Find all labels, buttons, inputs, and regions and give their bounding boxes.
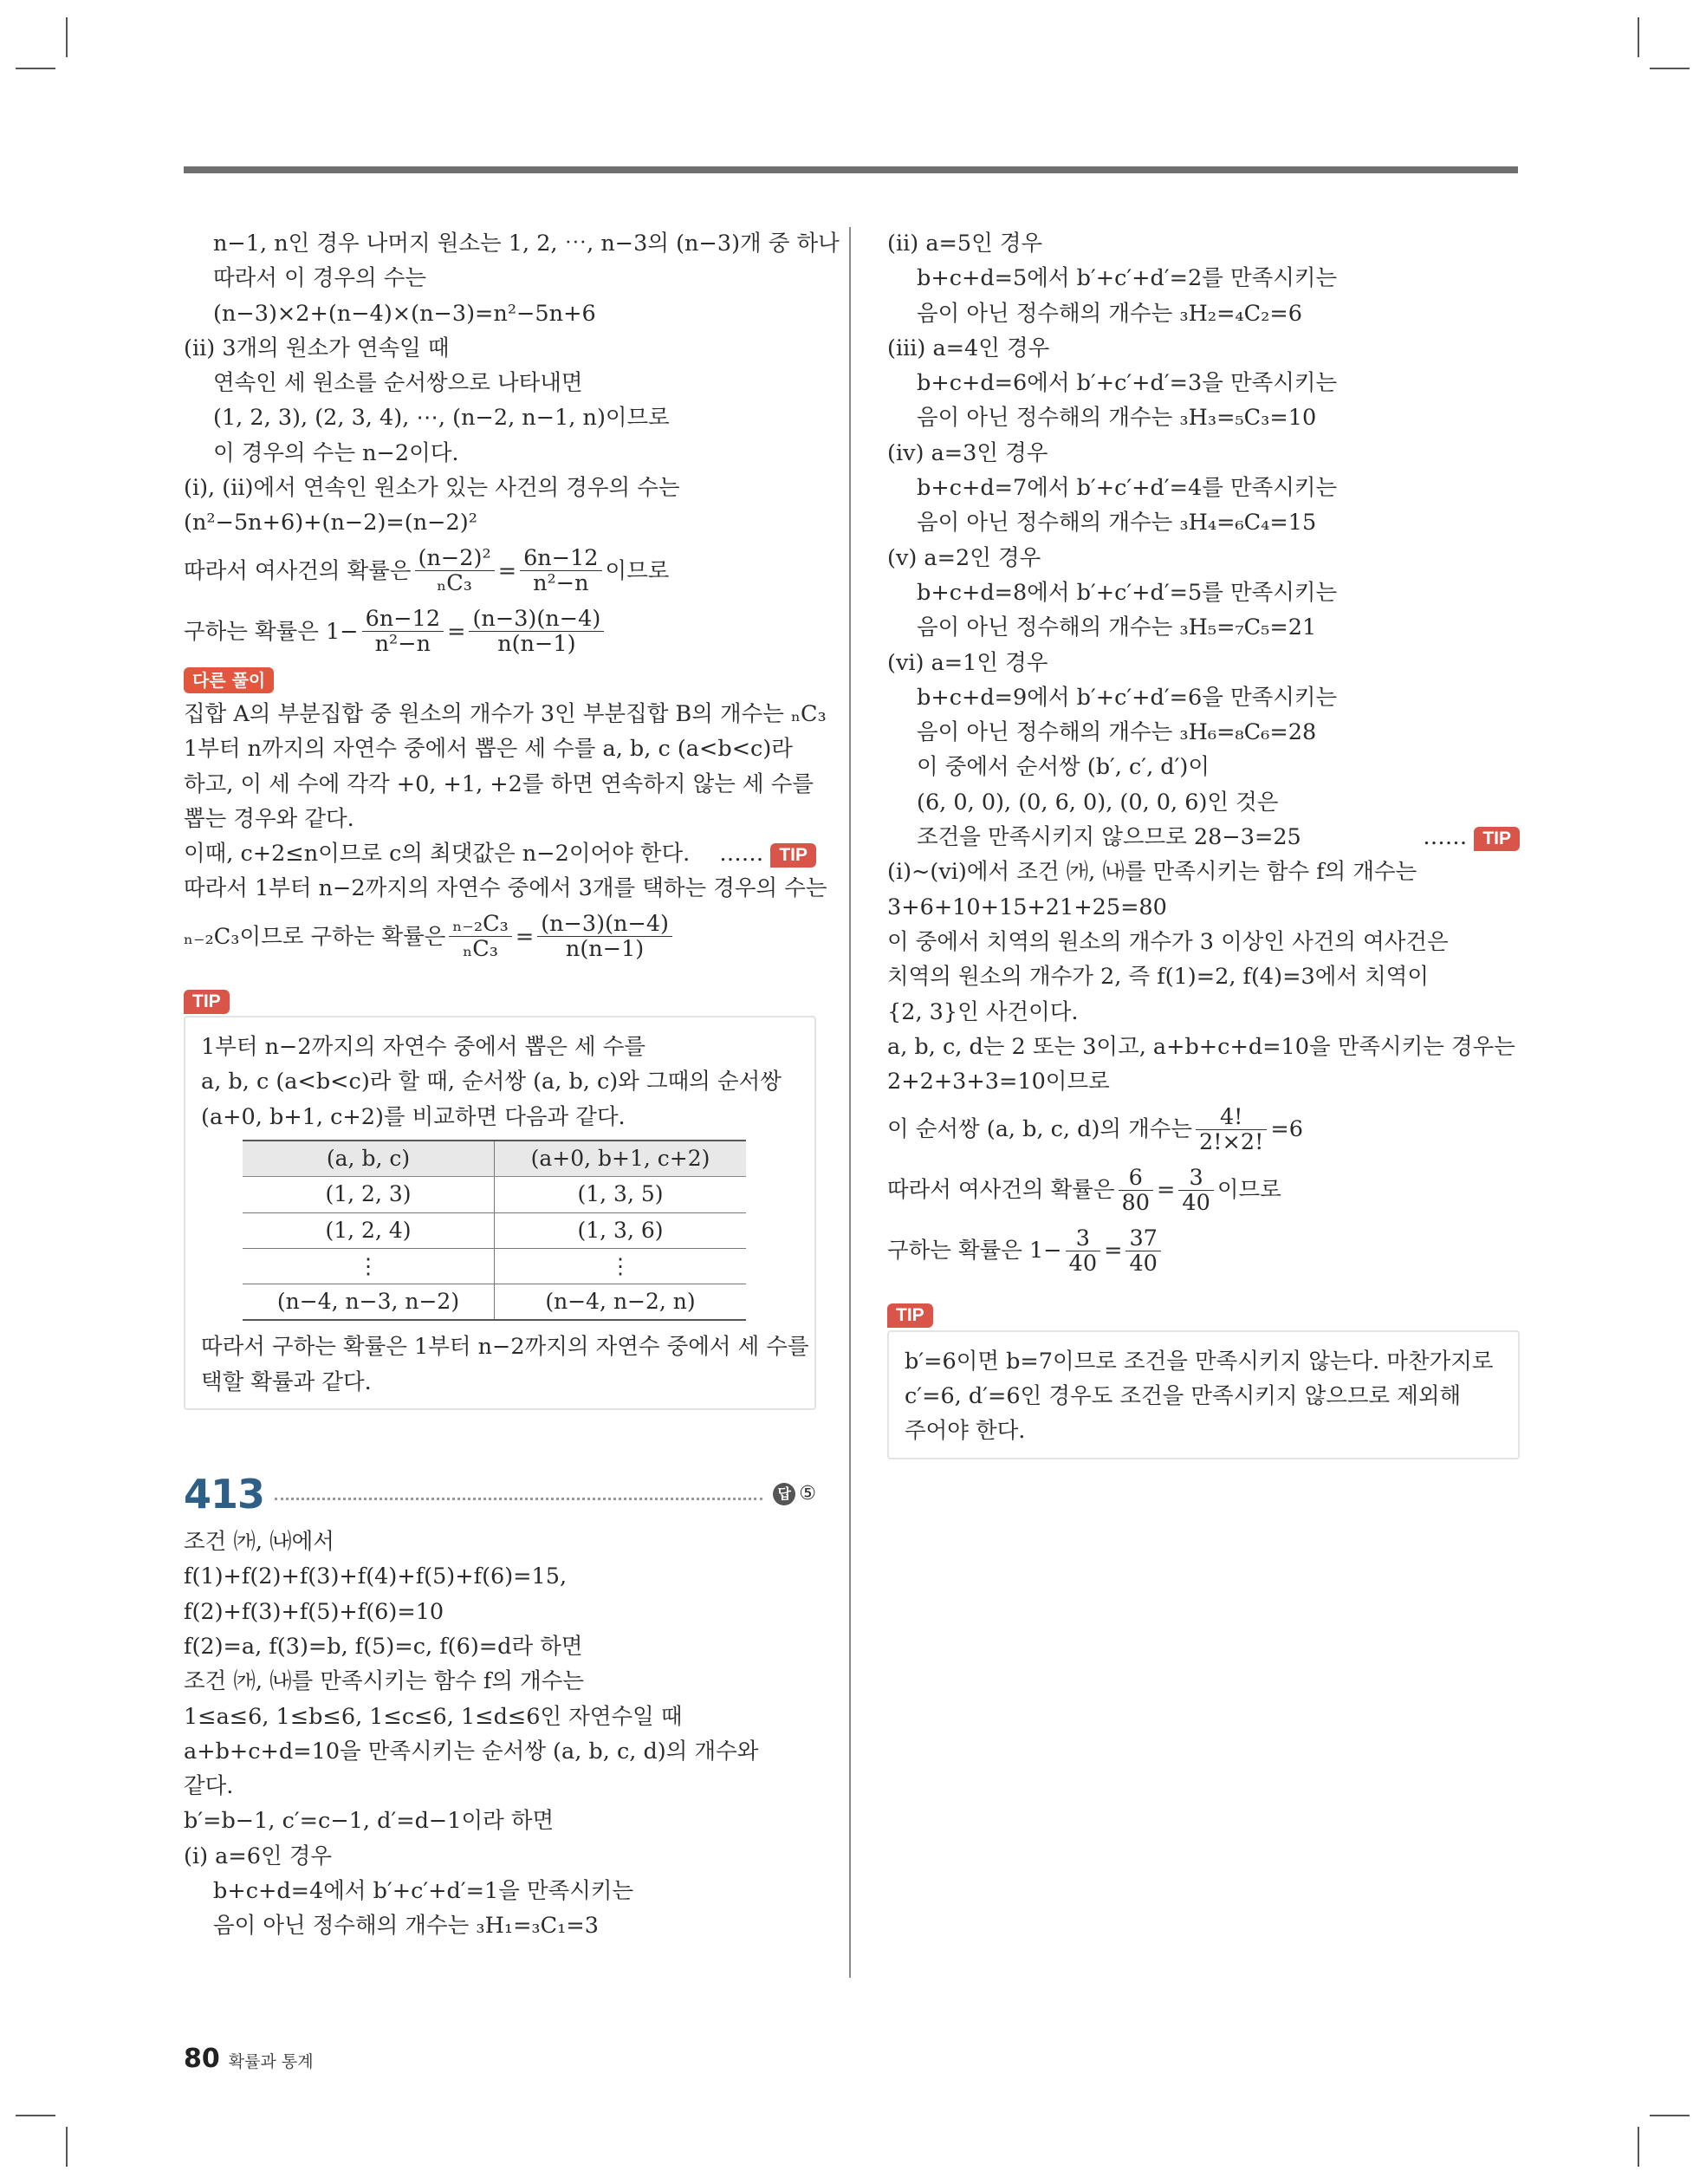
- text-line: 3+6+10+15+21+25=80: [887, 894, 1167, 920]
- leader-dots: [275, 1498, 762, 1500]
- case-heading: (i) a=6인 경우: [184, 1843, 332, 1869]
- page-number: 80: [184, 2044, 220, 2074]
- text-line: b′=b−1, c′=c−1, d′=d−1이라 하면: [184, 1808, 555, 1835]
- text-line: f(2)=a, f(3)=b, f(5)=c, f(6)=d라 하면: [184, 1633, 583, 1660]
- denominator: n(n−1): [497, 631, 576, 658]
- table-cell: ⋮: [495, 1248, 747, 1284]
- text-line: (i)~(vi)에서 조건 ㈎, ㈏를 만족시키는 함수 f의 개수는: [887, 859, 1417, 886]
- text-line: b+c+d=4에서 b′+c′+d′=1을 만족시키는: [213, 1877, 634, 1904]
- text-line: 조건 ㈎, ㈏에서: [184, 1529, 334, 1556]
- crop-mark: [16, 2115, 55, 2116]
- table-cell: ⋮: [243, 1248, 495, 1284]
- text-line: 1≤a≤6, 1≤b≤6, 1≤c≤6, 1≤d≤6인 자연수일 때: [184, 1703, 683, 1730]
- text-line: b+c+d=7에서 b′+c′+d′=4를 만족시키는: [917, 475, 1338, 502]
- text-line: 뽑는 경우와 같다.: [184, 805, 354, 832]
- case-heading: (iv) a=3인 경우: [887, 439, 1048, 466]
- numerator: (n−3)(n−4): [537, 912, 672, 937]
- text-line: b+c+d=9에서 b′+c′+d′=6을 만족시키는: [917, 684, 1338, 711]
- left-column: [184, 226, 840, 1944]
- tip-line: 1부터 n−2까지의 자연수 중에서 뽑은 세 수를: [201, 1034, 646, 1061]
- tip-line: (a+0, b+1, c+2)를 비교하면 다음과 같다.: [201, 1103, 626, 1130]
- denominator: n²−n: [533, 570, 589, 597]
- text-line: 따라서 이 경우의 수는: [213, 265, 427, 292]
- tip-line: c′=6, d′=6인 경우도 조건을 만족시키지 않으므로 제외해: [905, 1383, 1462, 1410]
- denominator: ₙC₃: [463, 936, 498, 963]
- text: 구하는 확률은 1−: [887, 1238, 1062, 1264]
- numerator: 3: [1066, 1226, 1100, 1251]
- table-row: [243, 1284, 746, 1321]
- text: 이므로: [605, 557, 670, 584]
- tip-reference: …… TIP: [1423, 820, 1520, 855]
- case-heading: (vi) a=1인 경우: [887, 649, 1048, 676]
- answer-mark-icon: 답: [773, 1483, 795, 1505]
- text-line: 하고, 이 세 수에 각각 +0, +1, +2를 하면 연속하지 않는 세 수를: [184, 770, 814, 797]
- crop-mark: [16, 68, 55, 69]
- text: 따라서 여사건의 확률은: [887, 1177, 1115, 1204]
- text-line: 연속인 세 원소를 순서쌍으로 나타내면: [213, 370, 583, 397]
- text-line: 이 중에서 치역의 원소의 개수가 3 이상인 사건의 여사건은: [887, 928, 1449, 955]
- table-cell: (n−4, n−3, n−2): [243, 1284, 495, 1321]
- text-line: (i), (ii)에서 연속인 원소가 있는 사건의 경우의 수는: [184, 475, 680, 502]
- tip-box: [887, 1330, 1520, 1459]
- tip-label: TIP: [887, 1303, 933, 1328]
- tip-label: TIP: [184, 990, 230, 1014]
- text-line: 음이 아닌 정수해의 개수는 ₃H₁=₃C₁=3: [213, 1913, 599, 1940]
- text-line: (n²−5n+6)+(n−2)=(n−2)²: [184, 510, 477, 536]
- text: 구하는 확률은 1−: [184, 618, 359, 645]
- denominator: 2!×2!: [1199, 1128, 1264, 1155]
- crop-mark: [66, 2127, 68, 2167]
- column-header: (a, b, c): [243, 1141, 495, 1177]
- table-cell: (1, 3, 6): [495, 1212, 747, 1248]
- denominator: 40: [1129, 1250, 1158, 1277]
- fraction: [1125, 1226, 1160, 1276]
- text: 이때, c+2≤n이므로 c의 최댓값은 n−2이어야 한다.: [184, 841, 691, 868]
- numerator: (n−2)²: [415, 546, 495, 571]
- denominator: 80: [1121, 1189, 1150, 1216]
- tip-tag: TIP: [1474, 827, 1520, 851]
- table-row: [243, 1212, 746, 1248]
- tip-box: [184, 1016, 816, 1410]
- text-line: 음이 아닌 정수해의 개수는 ₃H₂=₄C₂=6: [917, 300, 1302, 327]
- case-heading: (ii) 3개의 원소가 연속일 때: [184, 335, 450, 361]
- text-line: 이 중에서 순서쌍 (b′, c′, d′)이: [917, 754, 1210, 781]
- text-line: a+b+c+d=10을 만족시키는 순서쌍 (a, b, c, d)의 개수와: [184, 1738, 759, 1765]
- problem-number: 413: [184, 1470, 265, 1518]
- table-cell: (1, 2, 4): [243, 1212, 495, 1248]
- equals: =: [447, 618, 466, 645]
- numerator: 3: [1178, 1166, 1213, 1191]
- text: 이므로: [1216, 1177, 1281, 1204]
- text-line: 1부터 n까지의 자연수 중에서 뽑은 세 수를 a, b, c (a<b<c)라: [184, 736, 793, 763]
- text: =6: [1270, 1116, 1303, 1143]
- fraction: [1196, 1105, 1267, 1154]
- crop-mark: [1638, 2127, 1639, 2167]
- equals: =: [1104, 1238, 1123, 1264]
- numerator: 4!: [1196, 1105, 1267, 1130]
- text: 따라서 여사건의 확률은: [184, 557, 412, 584]
- crop-mark: [1650, 2115, 1690, 2116]
- alternative-solution-label: 다른 풀이: [184, 667, 274, 693]
- text-line: 2+2+3+3=10이므로: [887, 1069, 1110, 1095]
- column-divider: [849, 227, 851, 1978]
- answer-badge: [773, 1477, 816, 1511]
- page-footer: [184, 2044, 314, 2074]
- text-line-with-tip: [184, 836, 816, 871]
- equals: =: [1157, 1177, 1176, 1204]
- fraction: [469, 607, 604, 656]
- text-line: 음이 아닌 정수해의 개수는 ₃H₃=₅C₃=10: [917, 405, 1317, 432]
- text-line: f(2)+f(3)+f(5)+f(6)=10: [184, 1598, 444, 1625]
- text-line: 따라서 1부터 n−2까지의 자연수 중에서 3개를 택하는 경우의 수는: [184, 875, 827, 902]
- numerator: (n−3)(n−4): [469, 607, 604, 632]
- text: 조건을 만족시키지 않으므로 28−3=25: [917, 824, 1301, 851]
- tip-line: 택할 확률과 같다.: [201, 1368, 372, 1395]
- text-line: 이 경우의 수는 n−2이다.: [213, 439, 459, 466]
- fraction: [415, 546, 495, 595]
- case-heading: (v) a=2인 경우: [887, 544, 1041, 571]
- numerator: 37: [1125, 1226, 1160, 1251]
- text-line: 조건 ㈎, ㈏를 만족시키는 함수 f의 개수는: [184, 1668, 585, 1695]
- text: 이 순서쌍 (a, b, c, d)의 개수는: [887, 1116, 1193, 1143]
- right-column: [887, 226, 1520, 1459]
- numerator: 6: [1119, 1166, 1153, 1191]
- table-row: [243, 1177, 746, 1212]
- denominator: 40: [1068, 1250, 1098, 1277]
- crop-mark: [66, 17, 68, 57]
- text-line: {2, 3}인 사건이다.: [887, 998, 1079, 1025]
- denominator: n²−n: [374, 631, 431, 658]
- text-line: 음이 아닌 정수해의 개수는 ₃H₄=₆C₄=15: [917, 510, 1317, 536]
- denominator: ₙC₃: [437, 570, 472, 597]
- text-line: b+c+d=6에서 b′+c′+d′=3을 만족시키는: [917, 370, 1338, 397]
- fraction: [449, 912, 511, 961]
- fraction: [1178, 1166, 1213, 1215]
- numerator: 6n−12: [520, 546, 601, 571]
- fraction: [1119, 1166, 1153, 1215]
- fraction: [537, 912, 672, 961]
- problem-header: [184, 1464, 816, 1524]
- tip-reference: …… TIP: [719, 836, 816, 871]
- table-row: [243, 1248, 746, 1284]
- crop-mark: [1638, 17, 1639, 57]
- answer-probability: [887, 1220, 1520, 1281]
- tip-line: 따라서 구하는 확률은 1부터 n−2까지의 자연수 중에서 세 수를: [201, 1334, 809, 1361]
- table-header-row: [243, 1141, 746, 1177]
- text-line: (n−3)×2+(n−4)×(n−3)=n²−5n+6: [213, 300, 596, 327]
- column-header: (a+0, b+1, c+2): [495, 1141, 747, 1177]
- equals: =: [515, 923, 535, 950]
- text-line: (6, 0, 0), (0, 6, 0), (0, 0, 6)인 것은: [917, 789, 1279, 816]
- numerator: ₙ₋₂C₃: [449, 912, 511, 937]
- complement-probability: [887, 1160, 1520, 1220]
- table-cell: (1, 3, 5): [495, 1177, 747, 1212]
- crop-mark: [1650, 68, 1690, 69]
- text-line-with-tip: [887, 820, 1520, 855]
- text-line: n−1, n인 경우 나머지 원소는 1, 2, ⋯, n−3의 (n−3)개 중 하나: [213, 231, 840, 257]
- fraction: [362, 607, 444, 656]
- text-line: 음이 아닌 정수해의 개수는 ₃H₆=₈C₆=28: [917, 719, 1317, 746]
- text-line: 집합 A의 부분집합 중 원소의 개수가 3인 부분집합 B의 개수는 ₙC₃: [184, 700, 827, 727]
- fraction: [1066, 1226, 1100, 1276]
- text-line: b+c+d=5에서 b′+c′+d′=2를 만족시키는: [917, 265, 1338, 292]
- text-line: b+c+d=8에서 b′+c′+d′=5를 만족시키는: [917, 579, 1338, 606]
- text-line: (1, 2, 3), (2, 3, 4), ⋯, (n−2, n−1, n)이므로: [213, 405, 670, 432]
- tip-line: a, b, c (a<b<c)라 할 때, 순서쌍 (a, b, c)와 그때의 순서쌍: [201, 1069, 782, 1095]
- denominator: n(n−1): [565, 936, 645, 963]
- answer-value: ⑤: [799, 1482, 816, 1505]
- text: ₙ₋₂C₃이므로 구하는 확률은: [184, 923, 446, 950]
- numerator: 6n−12: [362, 607, 444, 632]
- case-heading: (iii) a=4인 경우: [887, 335, 1050, 361]
- comparison-table: [243, 1140, 746, 1321]
- case-heading: (ii) a=5인 경우: [887, 231, 1043, 257]
- fraction: [520, 546, 601, 595]
- equals: =: [497, 557, 517, 584]
- text-line: 치역의 원소의 개수가 2, 즉 f(1)=2, f(4)=3에서 치역이: [887, 964, 1429, 991]
- text-line: f(1)+f(2)+f(3)+f(4)+f(5)+f(6)=15,: [184, 1563, 568, 1590]
- answer-probability: [184, 601, 816, 662]
- section-title: 확률과 통계: [228, 2052, 314, 2071]
- table-cell: (1, 2, 3): [243, 1177, 495, 1212]
- text-line: 같다.: [184, 1773, 234, 1800]
- tip-tag: TIP: [770, 843, 816, 868]
- text-line: a, b, c, d는 2 또는 3이고, a+b+c+d=10을 만족시키는 경우는: [887, 1033, 1515, 1060]
- count-formula: [887, 1099, 1520, 1160]
- tip-line: 주어야 한다.: [905, 1418, 1026, 1445]
- tip-line: b′=6이면 b=7이므로 조건을 만족시키지 않는다. 마찬가지로: [905, 1348, 1494, 1375]
- table-cell: (n−4, n−2, n): [495, 1284, 747, 1321]
- denominator: 40: [1182, 1189, 1210, 1216]
- header-rule: [184, 166, 1518, 173]
- text-line: 음이 아닌 정수해의 개수는 ₃H₅=₇C₅=21: [917, 614, 1317, 641]
- complement-probability: [184, 541, 816, 601]
- answer-probability: [184, 907, 816, 967]
